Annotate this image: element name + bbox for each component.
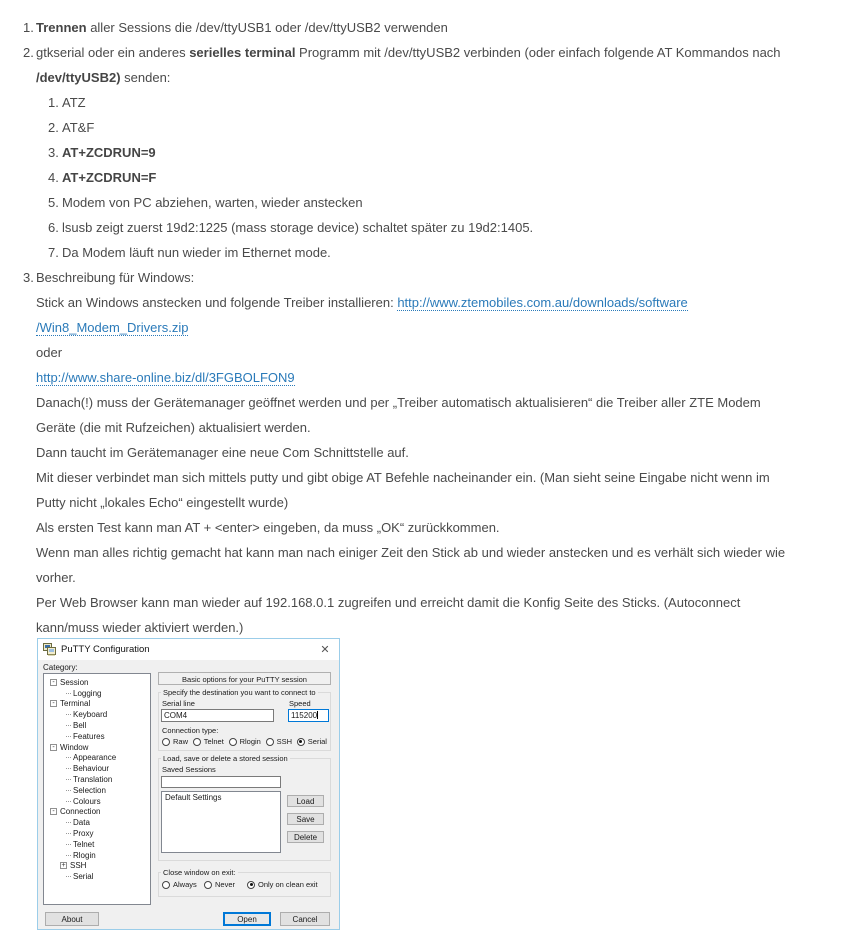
list-item-2-cont xyxy=(0,65,853,90)
sub-item-2 xyxy=(0,115,853,140)
bold-text: AT+ZCDRUN=F xyxy=(62,170,157,185)
text-run: Da Modem läuft nun wieder im Ethernet mode. xyxy=(62,245,331,260)
bold-text: /dev/ttyUSB2) xyxy=(36,70,121,85)
sub-item-7 xyxy=(0,240,853,265)
tree-label: SSH xyxy=(70,861,87,871)
text-run: Stick an Windows anstecken und folgende Treiber installieren: xyxy=(36,295,398,310)
connection-type-label: Connection type: xyxy=(162,726,219,735)
text-run: Putty nicht „lokales Echo“ eingestellt wurde) xyxy=(36,495,289,510)
cancel-button[interactable]: Cancel xyxy=(280,912,330,926)
paragraph xyxy=(0,540,853,565)
tree-label: Proxy xyxy=(73,829,94,839)
window-title: PuTTY Configuration xyxy=(61,644,150,655)
tree-label: Terminal xyxy=(60,699,91,709)
radio-telnet[interactable] xyxy=(193,737,224,746)
text-run: Beschreibung für Windows: xyxy=(36,270,195,285)
saved-sessions-label: Saved Sessions xyxy=(162,765,216,774)
paragraph xyxy=(0,290,853,315)
tree-item-connection[interactable] xyxy=(44,807,150,818)
tree-label: Bell xyxy=(73,721,87,731)
group-caption: Specify the destination you want to connect to xyxy=(163,688,316,697)
tree-label: Rlogin xyxy=(73,850,96,860)
list-marker: 1. xyxy=(48,95,59,110)
serial-line-input[interactable]: COM4 xyxy=(161,709,274,722)
paragraph xyxy=(0,565,853,590)
list-marker: 5. xyxy=(48,195,59,210)
radio-ssh[interactable] xyxy=(266,737,292,746)
paragraph xyxy=(0,465,853,490)
sub-item-1 xyxy=(0,90,853,115)
sessions-listbox[interactable] xyxy=(161,791,281,853)
list-item-3 xyxy=(0,265,853,290)
radio-label: Raw xyxy=(173,737,189,746)
destination-group xyxy=(158,688,331,751)
radio-always[interactable] xyxy=(162,880,197,889)
tree-item-terminal[interactable] xyxy=(44,699,150,710)
dialog-body xyxy=(38,660,339,929)
radio-circle-icon xyxy=(229,738,237,746)
radio-serial[interactable] xyxy=(297,737,327,746)
tree-item-rlogin[interactable] xyxy=(44,850,150,861)
paragraph xyxy=(0,340,853,365)
tree-item-serial[interactable] xyxy=(44,871,150,882)
radio-never[interactable] xyxy=(204,880,235,889)
collapse-icon[interactable]: - xyxy=(50,808,57,815)
collapse-icon[interactable]: - xyxy=(50,700,57,707)
text-run: Dann taucht im Gerätemanager eine neue Com Schnittstelle auf. xyxy=(36,445,409,460)
list-marker: 3. xyxy=(48,145,59,160)
tree-label: Features xyxy=(73,731,105,741)
tree-label: Serial xyxy=(73,872,94,882)
group-caption: Load, save or delete a stored session xyxy=(163,754,288,763)
tree-item-selection[interactable] xyxy=(44,785,150,796)
list-marker: 2. xyxy=(23,45,34,60)
close-icon[interactable]: ✕ xyxy=(320,644,330,656)
text-run: oder xyxy=(36,345,63,360)
paragraph xyxy=(0,440,853,465)
text-run: gtkserial oder ein anderes xyxy=(36,45,190,60)
bold-text: AT+ZCDRUN=9 xyxy=(62,145,156,160)
category-label: Category: xyxy=(43,663,78,672)
radio-circle-icon xyxy=(204,881,212,889)
bold-text: serielles terminal xyxy=(189,45,296,60)
text-run: senden: xyxy=(120,70,171,85)
list-marker: 2. xyxy=(48,120,59,135)
radio-label: SSH xyxy=(276,737,293,746)
open-button[interactable]: Open xyxy=(223,912,271,926)
save-button[interactable]: Save xyxy=(287,813,324,825)
connection-type-radios xyxy=(162,737,327,746)
radio-label: Serial xyxy=(307,737,327,746)
paragraph xyxy=(0,615,853,640)
category-tree[interactable] xyxy=(43,673,151,905)
tree-label: Keyboard xyxy=(73,710,108,720)
speed-value: 115200 xyxy=(291,711,318,720)
text-run: Wenn man alles richtig gemacht hat kann man nach einiger Zeit den Stick ab und wieder anstecken und es verhält sich wieder wie xyxy=(36,545,786,560)
tree-label: Logging xyxy=(73,688,102,698)
paragraph xyxy=(0,590,853,615)
close-on-exit-group xyxy=(158,868,331,897)
tree-item-session[interactable] xyxy=(44,677,150,688)
session-group xyxy=(158,754,331,861)
about-button[interactable]: About xyxy=(45,912,99,926)
text-run: Per Web Browser kann man wieder auf 192.168.0.1 zugreifen und erreicht damit die Konfig Seite des Sticks. (Autoconnect xyxy=(36,595,741,610)
speed-input[interactable] xyxy=(288,709,329,722)
putty-icon xyxy=(43,643,56,656)
group-caption: Close window on exit: xyxy=(163,868,236,877)
radio-circle-icon xyxy=(297,738,305,746)
tree-label: Connection xyxy=(60,807,101,817)
document-body xyxy=(0,15,853,640)
text-run: aller Sessions die /dev/ttyUSB1 oder /dev/ttyUSB2 verwenden xyxy=(86,20,448,35)
list-marker: 6. xyxy=(48,220,59,235)
load-button[interactable]: Load xyxy=(287,795,324,807)
tree-item-logging[interactable] xyxy=(44,688,150,699)
putty-configuration-window xyxy=(37,638,340,930)
tree-label: Telnet xyxy=(73,839,95,849)
radio-label: Only on clean exit xyxy=(258,880,318,889)
radio-label: Telnet xyxy=(203,737,224,746)
link-ztemobiles-drivers-cont[interactable]: /Win8_Modem_Drivers.zip xyxy=(36,320,189,335)
text-run: kann/muss wieder aktiviert werden.) xyxy=(36,620,244,635)
radio-circle-icon xyxy=(162,881,170,889)
collapse-icon[interactable]: - xyxy=(50,744,57,751)
sub-item-6 xyxy=(0,215,853,240)
radio-label: Always xyxy=(173,880,197,889)
text-run: Als ersten Test kann man AT + <enter> eingeben, da muss „OK“ zurückkommen. xyxy=(36,520,500,535)
saved-sessions-input[interactable] xyxy=(161,776,281,788)
list-marker: 7. xyxy=(48,245,59,260)
tree-item-data[interactable] xyxy=(44,817,150,828)
sub-item-5 xyxy=(0,190,853,215)
radio-raw[interactable] xyxy=(162,737,188,746)
link-share-online[interactable]: http://www.share-online.biz/dl/3FGBOLFON9 xyxy=(36,370,295,385)
tree-label: Window xyxy=(60,742,89,752)
window-title-bar[interactable] xyxy=(38,639,339,660)
tree-item-telnet[interactable] xyxy=(44,839,150,850)
collapse-icon[interactable]: - xyxy=(50,679,57,686)
tree-item-features[interactable] xyxy=(44,731,150,742)
serial-line-label: Serial line xyxy=(162,699,195,708)
tree-item-window[interactable] xyxy=(44,742,150,753)
speed-label: Speed xyxy=(289,699,311,708)
text-run: lsusb zeigt zuerst 19d2:1225 (mass storage device) schaltet später zu 19d2:1405. xyxy=(62,220,534,235)
radio-rlogin[interactable] xyxy=(229,737,261,746)
text-run: Geräte (die mit Rufzeichen) aktualisiert werden. xyxy=(36,420,311,435)
sub-item-4 xyxy=(0,165,853,190)
radio-label: Never xyxy=(215,880,236,889)
text-run: AT&F xyxy=(62,120,95,135)
tree-label: Selection xyxy=(73,785,106,795)
link-ztemobiles-drivers[interactable]: http://www.ztemobiles.com.au/downloads/software xyxy=(397,295,688,310)
tree-item-keyboard[interactable] xyxy=(44,709,150,720)
text-run: ATZ xyxy=(62,95,86,110)
tree-item-bell[interactable] xyxy=(44,720,150,731)
text-caret xyxy=(317,711,318,719)
paragraph xyxy=(0,315,853,340)
tree-label: Behaviour xyxy=(73,764,110,774)
text-run: vorher. xyxy=(36,570,76,585)
bold-text: Trennen xyxy=(36,20,87,35)
tree-item-colours[interactable] xyxy=(44,796,150,807)
text-run: Danach(!) muss der Gerätemanager geöffnet werden und per „Treiber automatisch aktualisieren“ die Treiber aller ZTE Modem xyxy=(36,395,761,410)
list-marker: 1. xyxy=(23,20,34,35)
radio-circle-icon xyxy=(247,881,255,889)
panel-header: Basic options for your PuTTY session xyxy=(158,672,331,685)
tree-item-appearance[interactable] xyxy=(44,753,150,764)
tree-label: Appearance xyxy=(73,753,117,763)
text-run: Modem von PC abziehen, warten, wieder anstecken xyxy=(62,195,363,210)
paragraph xyxy=(0,365,853,390)
list-item-default-settings[interactable]: Default Settings xyxy=(165,793,222,802)
delete-button[interactable]: Delete xyxy=(287,831,324,843)
list-item-2 xyxy=(0,40,853,65)
tree-item-proxy[interactable] xyxy=(44,828,150,839)
list-marker: 4. xyxy=(48,170,59,185)
text-run: Mit dieser verbindet man sich mittels putty und gibt obige AT Befehle nacheinander ein. (Man sieht seine Eingabe nicht wenn im xyxy=(36,470,770,485)
list-item-1 xyxy=(0,15,853,40)
radio-circle-icon xyxy=(266,738,274,746)
expand-icon[interactable]: + xyxy=(61,862,66,870)
tree-label: Data xyxy=(73,818,90,828)
tree-item-ssh[interactable] xyxy=(44,861,150,872)
sub-item-3 xyxy=(0,140,853,165)
list-marker: 3. xyxy=(23,270,34,285)
radio-only-on-clean-exit[interactable] xyxy=(247,880,318,889)
text-run: Programm mit /dev/ttyUSB2 verbinden (oder einfach folgende AT Kommandos nach xyxy=(295,45,781,60)
paragraph xyxy=(0,490,853,515)
paragraph xyxy=(0,415,853,440)
tree-label: Colours xyxy=(73,796,101,806)
radio-circle-icon xyxy=(162,738,170,746)
tree-item-behaviour[interactable] xyxy=(44,763,150,774)
radio-label: Rlogin xyxy=(239,737,261,746)
tree-item-translation[interactable] xyxy=(44,774,150,785)
tree-label: Session xyxy=(60,677,89,687)
paragraph xyxy=(0,515,853,540)
tree-label: Translation xyxy=(73,775,113,785)
paragraph xyxy=(0,390,853,415)
radio-circle-icon xyxy=(193,738,201,746)
